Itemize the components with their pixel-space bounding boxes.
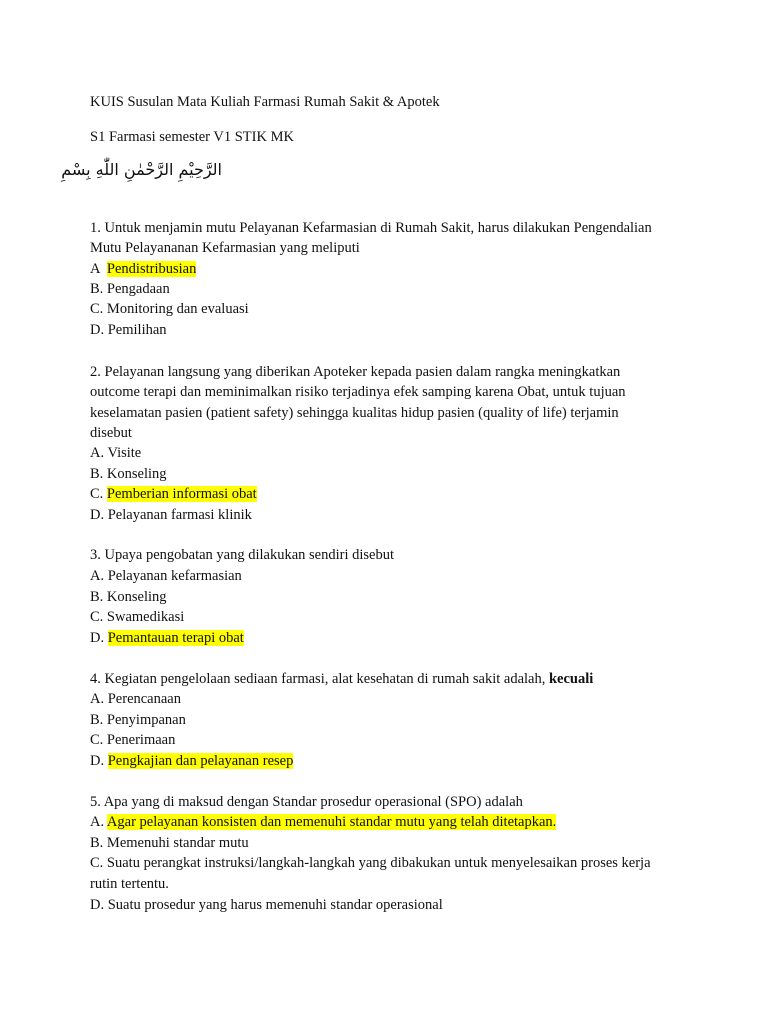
option-c bbox=[90, 853, 651, 873]
option-text: Perencanaan bbox=[107, 691, 181, 707]
option-prefix: B. bbox=[90, 466, 107, 482]
option-prefix: C. bbox=[90, 301, 107, 317]
option-prefix: D. bbox=[90, 630, 108, 646]
question-stem-line: 5. Apa yang di maksud dengan Standar prosedur operasional (SPO) adalah bbox=[90, 794, 523, 810]
question-stem-emphasis: kecuali bbox=[548, 671, 594, 687]
highlighted-answer: Agar pelayanan konsisten dan memenuhi standar mutu yang telah ditetapkan. bbox=[106, 814, 557, 830]
option-prefix: D. bbox=[90, 322, 108, 338]
question-stem-line: disebut bbox=[90, 425, 132, 441]
option-prefix: B. bbox=[90, 835, 107, 851]
option-prefix: A bbox=[90, 261, 107, 277]
option-text: Penerimaan bbox=[106, 732, 176, 748]
option-b bbox=[90, 587, 167, 607]
option-c bbox=[90, 299, 249, 319]
option-b bbox=[90, 833, 249, 853]
option-text: Konseling bbox=[106, 589, 167, 605]
option-c bbox=[90, 730, 175, 750]
option-a bbox=[90, 566, 242, 586]
option-text: Suatu prosedur yang harus memenuhi standar operasional bbox=[107, 897, 443, 913]
option-prefix: C. bbox=[90, 486, 107, 502]
option-prefix: D. bbox=[90, 897, 108, 913]
option-text: Pengadaan bbox=[106, 281, 170, 297]
option-a bbox=[90, 689, 181, 709]
option-prefix: C. bbox=[90, 732, 107, 748]
highlighted-answer: Pemberian informasi obat bbox=[106, 486, 257, 502]
option-a bbox=[90, 259, 196, 279]
option-c bbox=[90, 607, 184, 627]
question-stem-line: keselamatan pasien (patient safety) sehingga kualitas hidup pasien (quality of life) terjamin bbox=[90, 405, 619, 421]
document-subtitle: S1 Farmasi semester V1 STIK MK bbox=[90, 129, 294, 145]
document-title: KUIS Susulan Mata Kuliah Farmasi Rumah Sakit & Apotek bbox=[90, 94, 440, 110]
option-text: Visite bbox=[107, 445, 142, 461]
option-c bbox=[90, 484, 257, 504]
option-a bbox=[90, 443, 141, 463]
option-b bbox=[90, 464, 167, 484]
option-prefix: C. bbox=[90, 855, 107, 871]
question-stem-line: outcome terapi dan meminimalkan risiko terjadinya efek samping karena Obat, untuk tujuan bbox=[90, 384, 626, 400]
option-b bbox=[90, 710, 186, 730]
question-stem-line bbox=[90, 669, 593, 689]
question-stem-line: 2. Pelayanan langsung yang diberikan Apoteker kepada pasien dalam rangka meningkatkan bbox=[90, 364, 621, 380]
option-prefix: B. bbox=[90, 281, 107, 297]
option-text: Konseling bbox=[106, 466, 167, 482]
option-prefix: A. bbox=[90, 445, 108, 461]
option-text: Pemilihan bbox=[107, 322, 167, 338]
option-text: Memenuhi standar mutu bbox=[106, 835, 249, 851]
basmala-text: الرَّحِيْمِ الرَّحْمٰنِ اللّٰهِ بِسْمِ bbox=[61, 160, 222, 179]
option-prefix: B. bbox=[90, 712, 107, 728]
question-stem-line: 1. Untuk menjamin mutu Pelayanan Kefarmasian di Rumah Sakit, harus dilakukan Pengendalian bbox=[90, 220, 652, 236]
option-a bbox=[90, 812, 556, 832]
option-text: Swamedikasi bbox=[106, 609, 185, 625]
question-stem-line: 3. Upaya pengobatan yang dilakukan sendiri disebut bbox=[90, 547, 395, 563]
option-d bbox=[90, 628, 244, 648]
option-prefix: A. bbox=[90, 814, 107, 830]
option-b bbox=[90, 279, 170, 299]
option-prefix: D. bbox=[90, 753, 108, 769]
option-prefix: B. bbox=[90, 589, 107, 605]
highlighted-answer: Pemantauan terapi obat bbox=[107, 630, 244, 646]
option-d bbox=[90, 320, 167, 340]
option-text: Pelayanan kefarmasian bbox=[107, 568, 242, 584]
highlighted-answer: Pendistribusian bbox=[106, 261, 197, 277]
option-continuation: rutin tertentu. bbox=[90, 876, 169, 892]
option-text: Suatu perangkat instruksi/langkah-langkah yang dibakukan untuk menyelesaikan proses kerja bbox=[106, 855, 651, 871]
highlighted-answer: Pengkajian dan pelayanan resep bbox=[107, 753, 294, 769]
option-prefix: A. bbox=[90, 691, 108, 707]
option-prefix: D. bbox=[90, 507, 108, 523]
question-stem-line: Mutu Pelayananan Kefarmasian yang meliputi bbox=[90, 240, 360, 256]
option-text: Penyimpanan bbox=[106, 712, 186, 728]
option-prefix: A. bbox=[90, 568, 108, 584]
option-d bbox=[90, 751, 293, 771]
question-stem-text: 4. Kegiatan pengelolaan sediaan farmasi, alat kesehatan di rumah sakit adalah, bbox=[90, 671, 549, 687]
option-d bbox=[90, 505, 252, 525]
option-prefix: C. bbox=[90, 609, 107, 625]
option-text: Monitoring dan evaluasi bbox=[106, 301, 249, 317]
option-d bbox=[90, 895, 443, 915]
option-text: Pelayanan farmasi klinik bbox=[107, 507, 252, 523]
